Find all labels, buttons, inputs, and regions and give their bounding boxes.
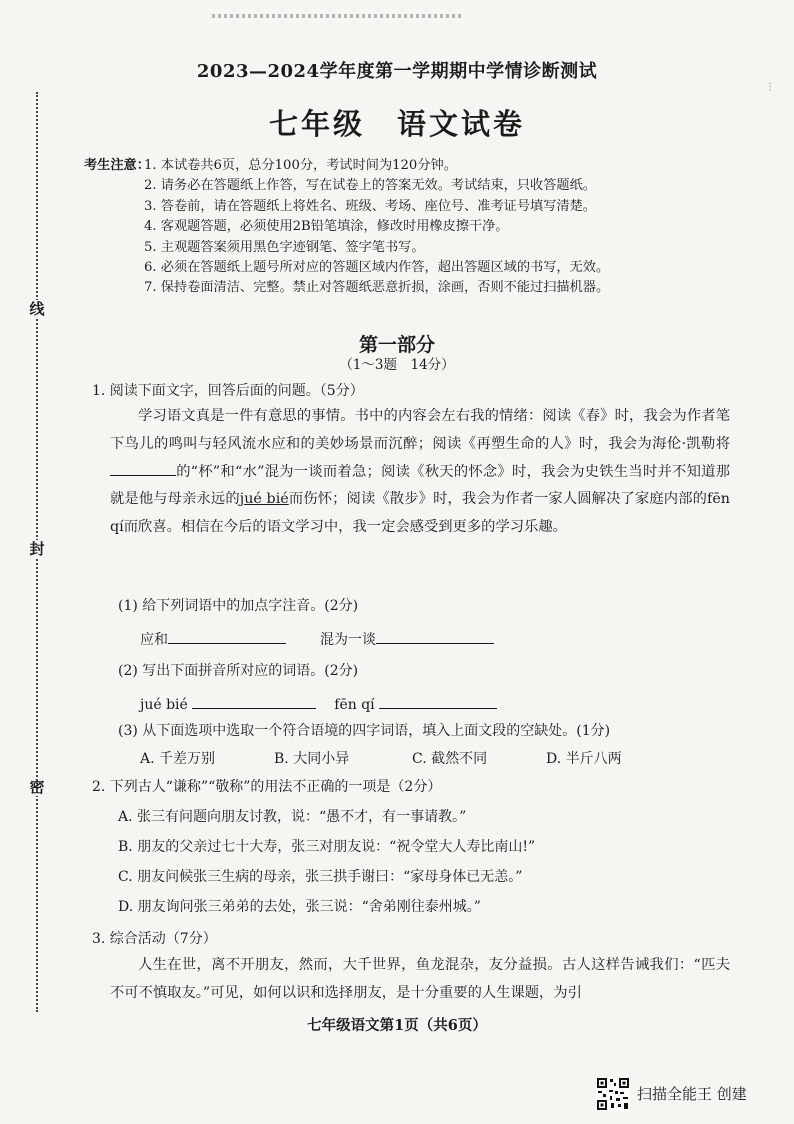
- option-a[interactable]: A. 千差万别: [140, 751, 216, 767]
- option-d[interactable]: D. 半斤八两: [546, 751, 622, 767]
- exam-title: 2023—2024学年度第一学期期中学情诊断测试: [196, 61, 598, 82]
- answer-blank[interactable]: [379, 692, 497, 709]
- passage-blank: [110, 459, 176, 476]
- option-d[interactable]: D. 朋友询问张三弟弟的去处，张三说：“舍弟刚往泰州城。”: [118, 899, 481, 915]
- question-3-stem: 3. 综合活动（7分）: [92, 931, 217, 947]
- paper-title: 七年级 语文试卷: [268, 107, 525, 141]
- page-footer: 七年级语文第1页（共6页）: [307, 1017, 487, 1034]
- option-row: [140, 748, 622, 768]
- sub-question-1-2: (2) 写出下面拼音所对应的词语。(2分): [118, 663, 359, 679]
- question-2-stem: 2. 下列古人“谦称”“敬称”的用法不正确的一项是（2分）: [92, 779, 442, 795]
- pinyin-label: jué bié: [140, 697, 188, 713]
- binding-label-seal: 封: [29, 540, 45, 558]
- exam-notice: [84, 156, 609, 299]
- scanner-watermark: 扫描全能王 创建: [637, 1085, 747, 1103]
- pinyin-jue-bie: jué bié: [239, 491, 289, 508]
- scan-artifact: [212, 14, 462, 18]
- option-b[interactable]: B. 大同小异: [274, 751, 350, 767]
- part-title: 第一部分: [358, 334, 435, 356]
- question-1-stem: 1. 阅读下面文字，回答后面的问题。（5分）: [92, 383, 364, 399]
- pinyin-fen-qi: fēn qí: [110, 491, 731, 536]
- option-b[interactable]: B. 朋友的父亲过七十大寿，张三对朋友说：“祝令堂大人寿比南山!”: [118, 839, 536, 855]
- option-a[interactable]: A. 张三有问题向朋友讨教，说：“愚不才，有一事请教。”: [118, 809, 467, 825]
- word-yinghe: 应和: [140, 632, 168, 648]
- answer-blank[interactable]: [376, 627, 494, 644]
- qr-code-icon: [596, 1077, 630, 1111]
- word-hunweiyitan: 混为一谈: [320, 632, 376, 648]
- notice-item: 1. 本试卷共6页，总分100分，考试时间为120分钟。: [144, 158, 457, 173]
- question-1-passage: 学习语文真是一件有意思的事情。书中的内容会左右我的情绪：阅读《春》时，我会为作者笔下鸟儿的鸣叫与轻风流水应和的美妙场景而沉醉；阅读《再塑生命的人》时，我会为海伦·凯勒将的“杯”和“水”混为一谈而着急；阅读《秋天的怀念》时，我会为史铁生当时并不知道那就是他与母亲永远的jué bié而伤怀；阅读《散步》时，我会为作者一家人圆解决了家庭内部的fēn qí而欣喜。相信在今后的语文学习中，我一定会感受到更多的学习乐趣。: [110, 408, 731, 536]
- notice-item: 4. 客观题答题，必须使用2B铅笔填涂，修改时用橡皮擦干净。: [144, 219, 509, 235]
- option-c[interactable]: C. 朋友问候张三生病的母亲，张三拱手谢曰：“家母身体已无恙。”: [118, 869, 523, 885]
- notice-item: 3. 答卷前，请在答题纸上将姓名、班级、考场、座位号、准考证号填写清楚。: [144, 198, 596, 214]
- notice-item: 6. 必须在答题纸上题号所对应的答题区域内作答，超出答题区域的书写，无效。: [144, 260, 610, 276]
- binding-label-secret: 密: [29, 778, 45, 796]
- answer-blank[interactable]: [168, 627, 286, 644]
- option-c[interactable]: C. 截然不同: [412, 751, 488, 767]
- pinyin-label: fēn qí: [334, 697, 375, 713]
- answer-line-1-1: [140, 627, 494, 649]
- notice-item: 5. 主观题答案须用黑色字迹钢笔、签字笔书写。: [144, 239, 425, 255]
- question-3-passage: 人生在世，离不开朋友，然而，大千世界，鱼龙混杂，友分益损。古人这样告诫我们：“匹夫不可不慎取友。”可见，如何以识和选择朋友，是十分重要的人生课题，为引: [110, 957, 730, 1001]
- answer-blank[interactable]: [192, 692, 316, 709]
- part-subtitle: （1～3题 14分）: [339, 357, 455, 373]
- notice-item: 2. 请务必在答题纸上作答，写在试卷上的答案无效。考试结束，只收答题纸。: [144, 178, 596, 194]
- notice-label: 考生注意：: [84, 158, 150, 173]
- answer-line-1-2: [140, 692, 497, 713]
- sub-question-1-1: (1) 给下列词语中的加点字注音。(2分): [118, 598, 359, 614]
- sub-question-1-3: (3) 从下面选项中选取一个符合语境的四字词语，填入上面文段的空缺处。(1分): [118, 723, 611, 739]
- binding-label-line: 线: [29, 300, 45, 318]
- bleed-through: ⁝: [768, 80, 773, 95]
- notice-item: 7. 保持卷面清洁、完整。禁止对答题纸恶意折损，涂画，否则不能过扫描机器。: [144, 280, 610, 296]
